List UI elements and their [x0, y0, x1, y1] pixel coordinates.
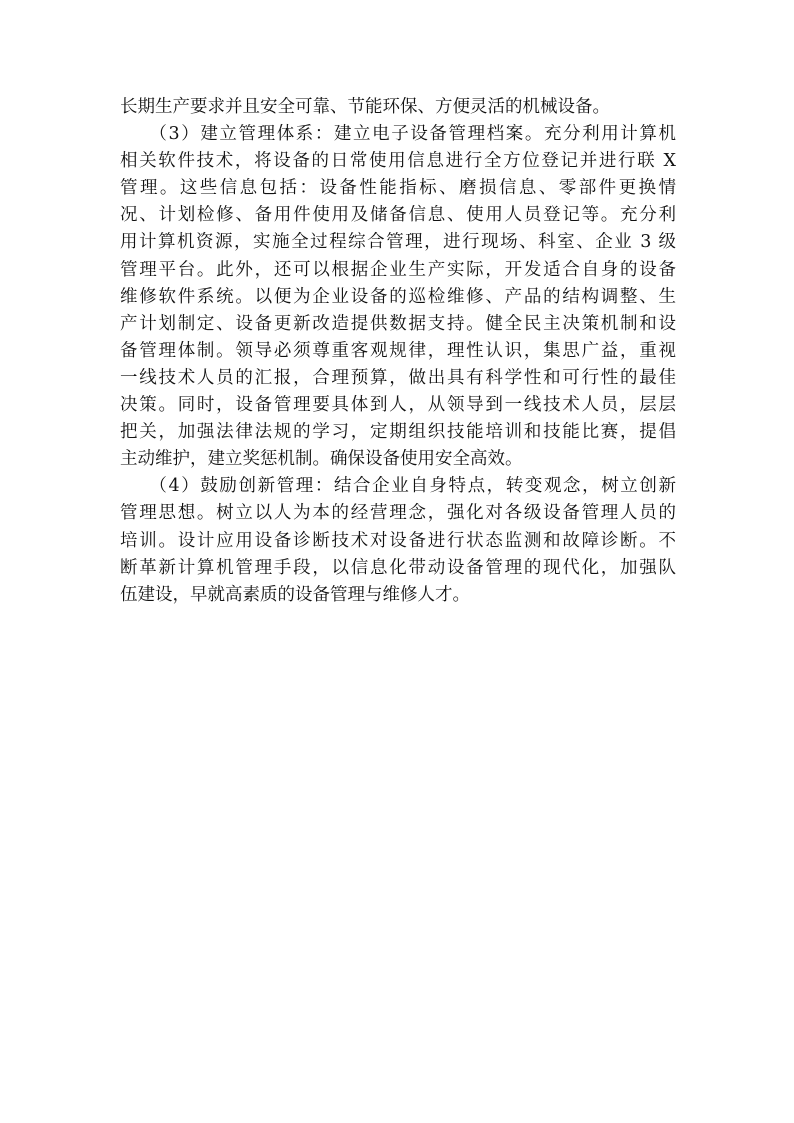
- text-line: 产计划制定、设备更新改造提供数据支持。健全民主决策机制和设: [120, 313, 676, 334]
- body-text: [120, 94, 676, 609]
- text-line: 管理思想。树立以人为本的经营理念，强化对各级设备管理人员的: [120, 503, 676, 524]
- text-line: 管理。这些信息包括：设备性能指标、磨损信息、零部件更换情: [120, 178, 676, 199]
- text-line: 管理平台。此外，还可以根据企业生产实际，开发适合自身的设备: [120, 259, 676, 280]
- text-line: （4）鼓励创新管理：结合企业自身特点，转变观念，树立创新: [120, 476, 676, 497]
- text-line: 备管理体制。领导必须尊重客观规律，理性认识，集思广益，重视: [120, 340, 676, 361]
- text-line: （3）建立管理体系：建立电子设备管理档案。充分利用计算机: [120, 124, 676, 145]
- text-line: 伍建设，早就高素质的设备管理与维修人才。: [120, 584, 470, 605]
- text-line: 培训。设计应用设备诊断技术对设备进行状态监测和故障诊断。不: [120, 530, 676, 551]
- text-line: 用计算机资源，实施全过程综合管理，进行现场、科室、企业 3 级: [120, 232, 676, 253]
- text-line: 相关软件技术，将设备的日常使用信息进行全方位登记并进行联 X: [120, 151, 676, 172]
- text-line: 一线技术人员的汇报，合理预算，做出具有科学性和可行性的最佳: [120, 367, 676, 388]
- text-line: 况、计划检修、备用件使用及储备信息、使用人员登记等。充分利: [120, 205, 676, 226]
- text-line: 决策。同时，设备管理要具体到人，从领导到一线技术人员，层层: [120, 395, 676, 416]
- text-line: 把关，加强法律法规的学习，定期组织技能培训和技能比赛，提倡: [120, 422, 676, 443]
- text-line: 主动维护，建立奖惩机制。确保设备使用安全高效。: [120, 449, 523, 470]
- text-line: 维修软件系统。以便为企业设备的巡检维修、产品的结构调整、生: [120, 286, 676, 307]
- text-line: 断革新计算机管理手段，以信息化带动设备管理的现代化，加强队: [120, 557, 676, 578]
- text-line: 长期生产要求并且安全可靠、节能环保、方便灵活的机械设备。: [120, 97, 610, 117]
